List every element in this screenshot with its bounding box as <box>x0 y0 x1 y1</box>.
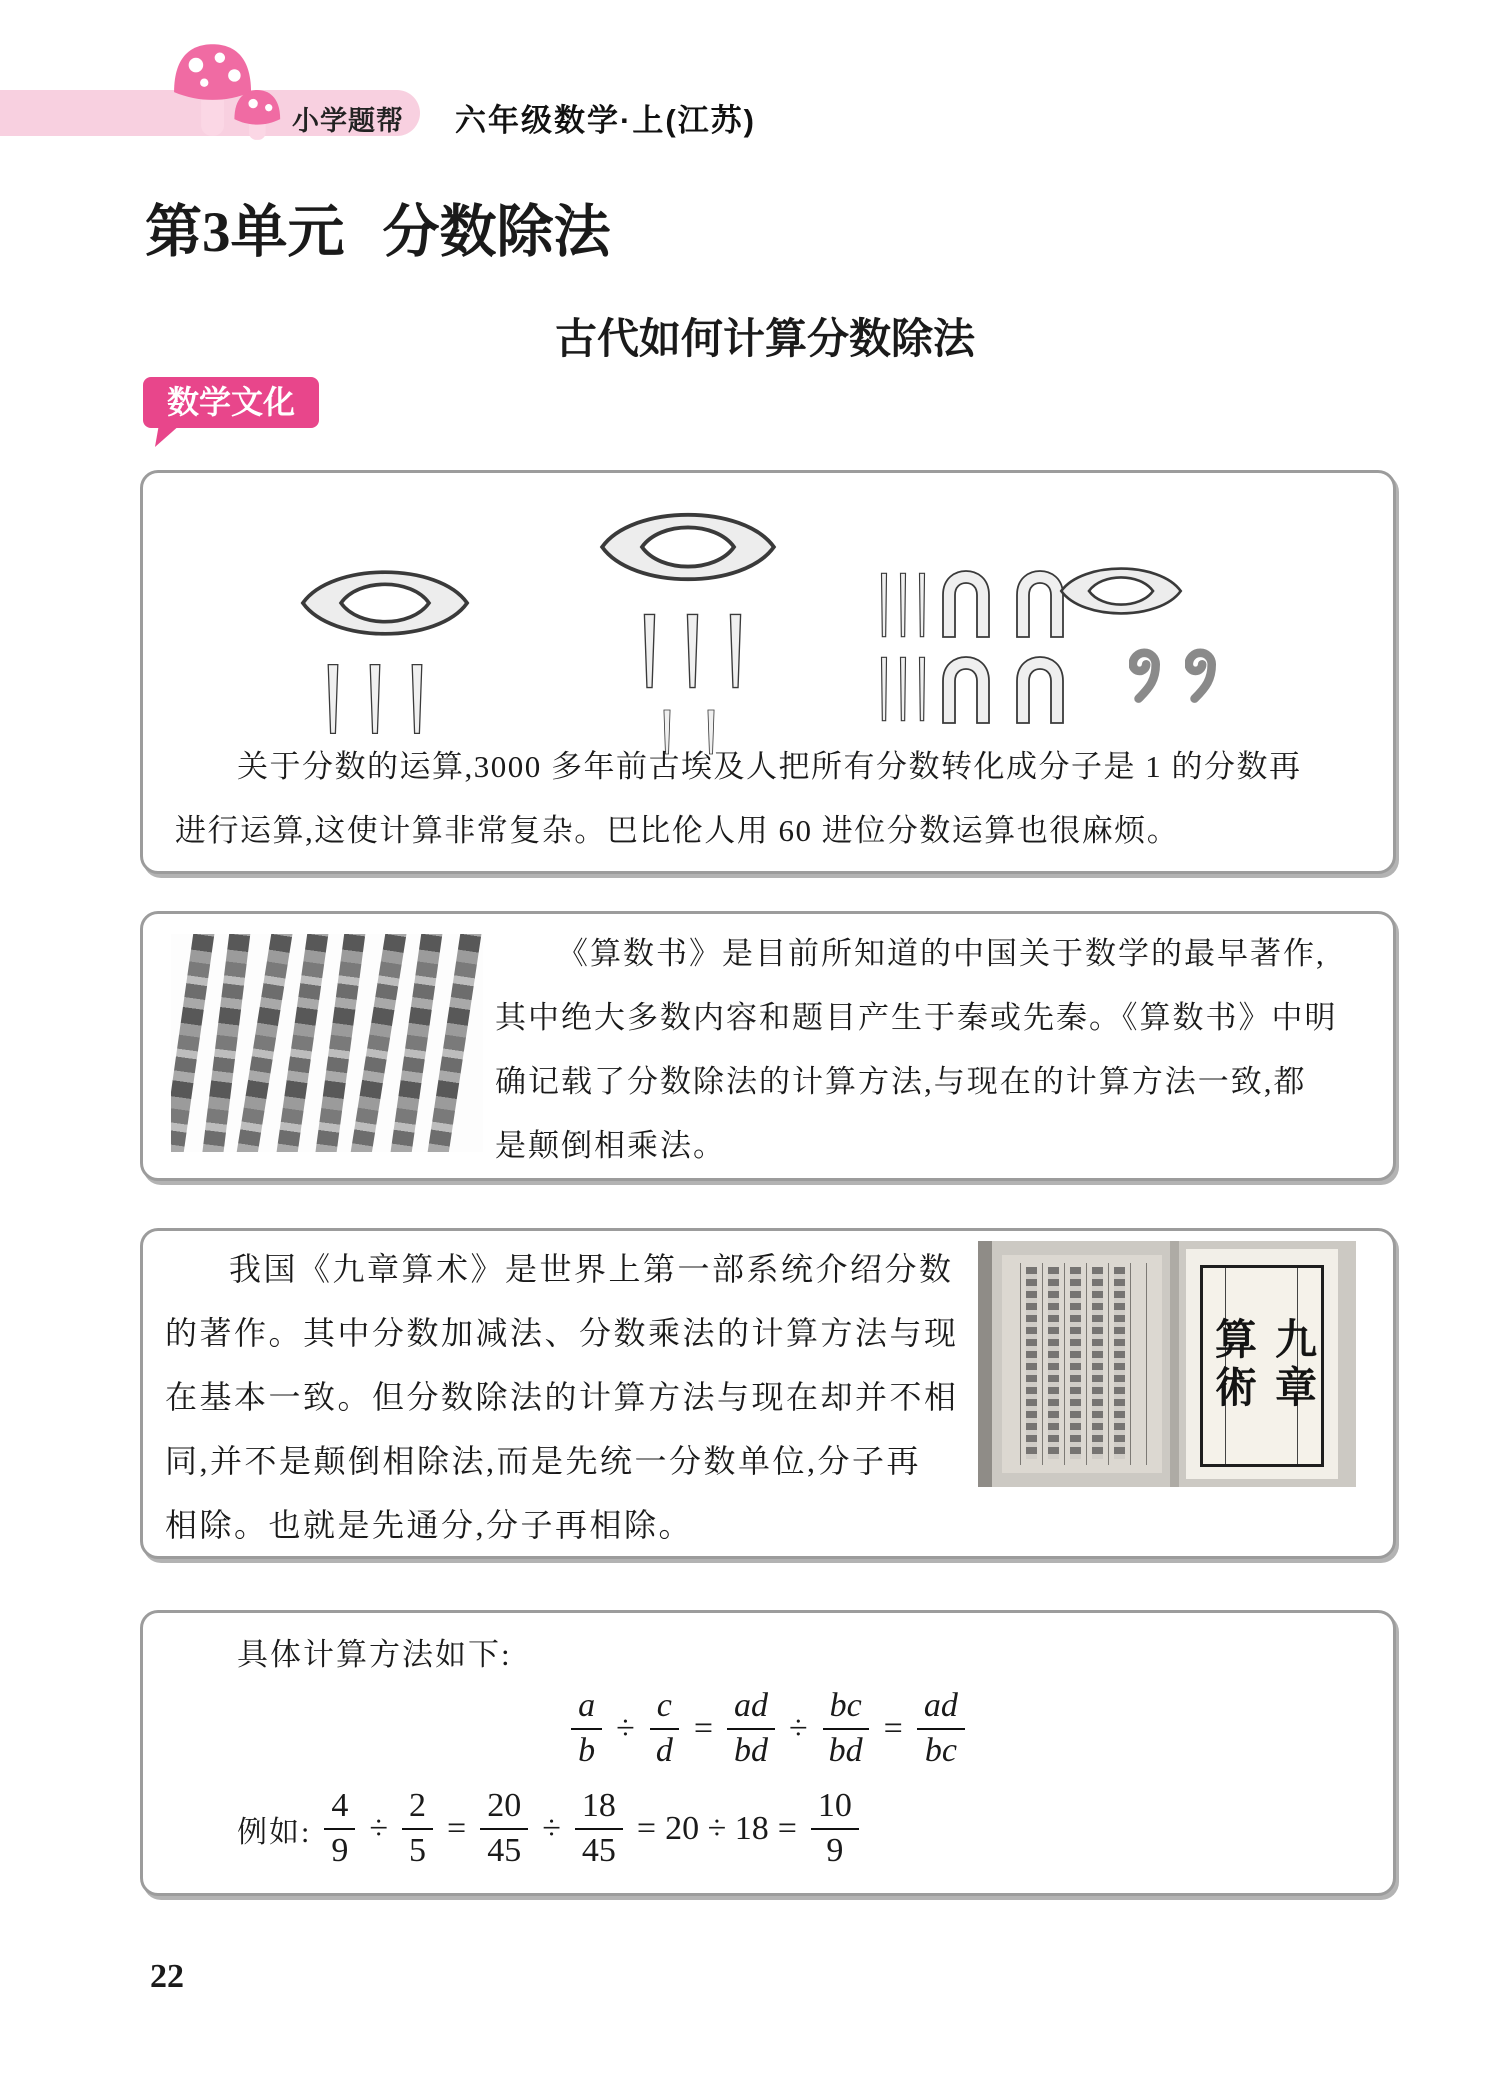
equals-sign: = <box>883 1709 903 1747</box>
equals-sign: = <box>447 1809 467 1847</box>
text-line: 我国《九章算术》是世界上第一部系统介绍分数 <box>229 1251 954 1287</box>
fraction <box>811 1785 859 1872</box>
egyptian-stroke-group <box>879 569 927 641</box>
egyptian-arch-group <box>939 653 1067 727</box>
example-label: 例如: <box>237 1815 312 1849</box>
denominator: 5 <box>409 1831 427 1869</box>
method-intro: 具体计算方法如下: <box>237 1637 512 1672</box>
bamboo-slips-image <box>171 934 483 1152</box>
egyptian-spiral-icon <box>1129 631 1171 709</box>
numerator: a <box>571 1685 602 1730</box>
fraction <box>480 1785 528 1872</box>
unit-name: 分数除法 <box>382 201 611 264</box>
column-line <box>1108 1263 1109 1465</box>
egyptian-arch-icon <box>1013 653 1067 727</box>
text-line: 进行运算,这使计算非常复杂。巴比伦人用 60 进位分数运算也很麻烦。 <box>175 813 1180 848</box>
denominator: bd <box>734 1731 768 1769</box>
divide-sign: ÷ <box>789 1709 808 1747</box>
method-box <box>140 1610 1396 1896</box>
text-column <box>1048 1267 1059 1459</box>
book-right-page <box>1186 1249 1338 1479</box>
page-number: 22 <box>150 1958 184 1995</box>
numerator: 4 <box>324 1785 355 1830</box>
text-column <box>1092 1267 1103 1459</box>
egyptian-arch-group <box>939 567 1067 641</box>
denominator: 45 <box>581 1831 616 1869</box>
egyptian-stroke-icon <box>917 653 927 725</box>
numerator: 18 <box>575 1785 623 1830</box>
denominator: 9 <box>826 1831 844 1869</box>
text-line: 是颠倒相乘法。 <box>495 1128 726 1163</box>
divide-sign: ÷ <box>616 1709 635 1747</box>
fraction <box>727 1685 775 1772</box>
egyptian-stroke-icon <box>367 659 383 739</box>
egyptian-arch-icon <box>939 653 993 727</box>
denominator: 9 <box>331 1831 349 1869</box>
equals-sign: = <box>636 1809 657 1847</box>
fraction <box>324 1785 355 1872</box>
numerator: 10 <box>811 1785 859 1830</box>
book-cover-title: 九章算術 <box>1209 1317 1315 1413</box>
egyptian-stroke-icon <box>879 653 889 725</box>
egyptian-stroke-icon <box>325 659 341 739</box>
column-line <box>1064 1263 1065 1465</box>
suanshushu-box <box>140 911 1396 1181</box>
equals-sign: = <box>777 1809 797 1847</box>
fraction <box>649 1685 680 1772</box>
egyptian-spiral-icon <box>1185 631 1227 709</box>
divide-sign: ÷ <box>542 1809 561 1847</box>
fraction <box>402 1785 433 1872</box>
text-line: 相除。也就是先通分,分子再相除。 <box>165 1507 694 1543</box>
egyptian-fractions-box <box>140 470 1396 874</box>
numerator: c <box>650 1685 679 1730</box>
text-line: 关于分数的运算,3000 多年前古埃及人把所有分数转化成分子是 1 的分数再 <box>237 749 1302 784</box>
egyptian-spiral-group <box>1129 631 1227 709</box>
book-cover-frame <box>1200 1265 1324 1467</box>
article-title: 古代如何计算分数除法 <box>554 315 975 362</box>
column-line <box>1146 1263 1147 1465</box>
denominator: b <box>578 1731 596 1769</box>
equals-sign: = <box>693 1709 713 1747</box>
column-line <box>1042 1263 1043 1465</box>
divide-sign: ÷ <box>369 1809 389 1847</box>
egyptian-stroke-icon <box>879 569 889 641</box>
general-formula <box>143 1685 1393 1772</box>
egyptian-stroke-icon <box>727 601 744 701</box>
egyptian-stroke-icon <box>917 569 927 641</box>
fraction <box>571 1685 602 1772</box>
egyptian-eye-icon <box>295 559 475 647</box>
text-column <box>1070 1267 1081 1459</box>
fraction <box>917 1685 965 1772</box>
egyptian-stroke-group <box>879 653 927 725</box>
denominator: d <box>655 1731 673 1769</box>
numerator: 20 <box>480 1785 528 1830</box>
jiuzhang-paragraph <box>165 1237 965 1557</box>
book-gutter <box>1170 1241 1179 1487</box>
fraction <box>822 1685 870 1772</box>
egyptian-stroke-icon <box>898 653 908 725</box>
mushroom-logo-icon <box>160 38 288 142</box>
egyptian-stroke-group <box>325 659 425 739</box>
jiuzhang-book-image <box>978 1241 1356 1487</box>
egyptian-stroke-icon <box>898 569 908 641</box>
egyptian-stroke-icon <box>641 601 658 701</box>
denominator: 45 <box>487 1831 522 1869</box>
egyptian-eye-icon <box>1055 559 1187 623</box>
integer-division: 20 ÷ 18 <box>665 1809 769 1847</box>
column-line <box>1020 1263 1021 1465</box>
example-formula <box>237 1785 864 1872</box>
column-line <box>1130 1263 1131 1465</box>
jiuzhang-box <box>140 1228 1396 1559</box>
text-line: 确记载了分数除法的计算方法,与现在的计算方法一致,都 <box>495 1064 1307 1099</box>
suanshushu-paragraph <box>495 922 1383 1178</box>
book-left-page <box>1002 1255 1162 1473</box>
egyptian-stroke-icon <box>409 659 425 739</box>
egyptian-stroke-group <box>641 601 744 701</box>
text-line: 在基本一致。但分数除法的计算方法与现在却并不相 <box>165 1379 959 1415</box>
numerator: ad <box>917 1685 965 1730</box>
egyptian-eye-icon <box>583 501 793 593</box>
denominator: bd <box>828 1731 863 1769</box>
column-line <box>1086 1263 1087 1465</box>
egyptian-stroke-icon <box>684 601 701 701</box>
text-line: 的著作。其中分数加减法、分数乘法的计算方法与现 <box>165 1315 959 1351</box>
denominator: bc <box>924 1731 957 1769</box>
text-line: 其中绝大多数内容和题目产生于秦或先秦。《算数书》中明 <box>495 1000 1338 1035</box>
book-spine <box>978 1241 992 1487</box>
numerator: ad <box>727 1685 775 1730</box>
text-column <box>1026 1267 1037 1459</box>
numerator: 2 <box>402 1785 433 1830</box>
unit-title <box>145 186 611 268</box>
egypt-paragraph <box>175 735 1365 863</box>
text-column <box>1114 1267 1125 1459</box>
egyptian-arch-icon <box>939 567 993 641</box>
brand-label: 小学题帮 <box>292 106 404 136</box>
text-line: 同,并不是颠倒相除法,而是先统一分数单位,分子再 <box>165 1443 922 1479</box>
unit-label: 第3单元 <box>145 201 345 264</box>
math-culture-badge: 数学文化 <box>143 377 319 428</box>
fraction <box>575 1785 623 1872</box>
text-line: 《算数书》是目前所知道的中国关于数学的最早著作, <box>557 936 1326 971</box>
edition-label: 六年级数学·上(江苏) <box>455 103 756 138</box>
numerator: bc <box>823 1685 869 1730</box>
